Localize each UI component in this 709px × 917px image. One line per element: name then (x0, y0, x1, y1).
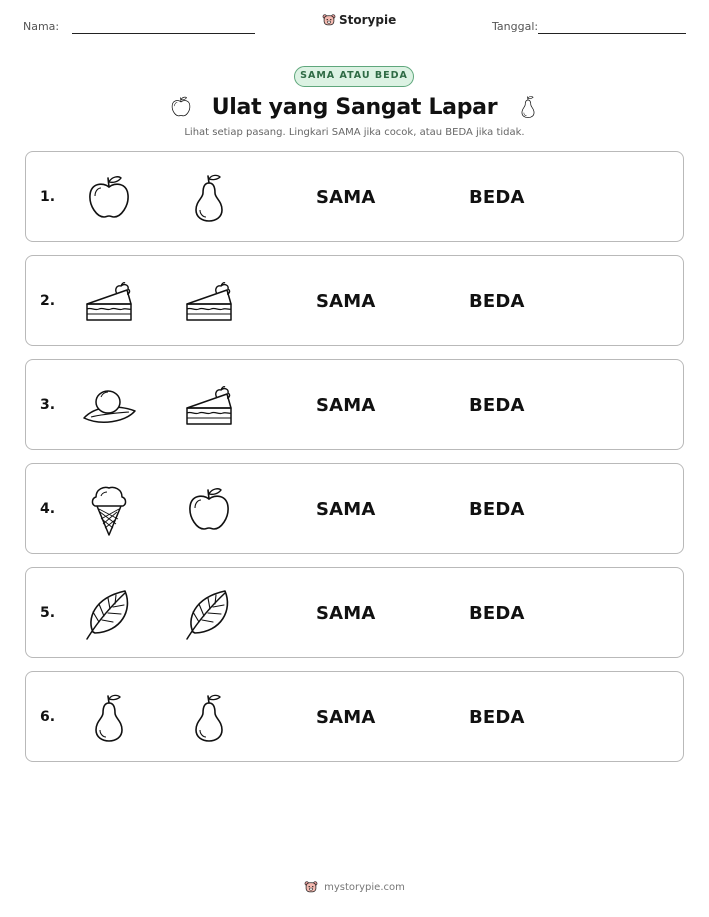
different-choice[interactable]: BEDA (469, 187, 525, 208)
cake-icon (81, 274, 137, 330)
storypie-bear-icon (322, 13, 336, 27)
different-choice[interactable]: BEDA (469, 499, 525, 520)
instructions: Lihat setiap pasang. Lingkari SAMA jika cocok, atau BEDA jika tidak. (184, 127, 525, 138)
question-row (25, 567, 684, 658)
apple-icon (181, 482, 237, 538)
same-choice[interactable]: SAMA (316, 603, 376, 624)
egg-on-leaf-icon (81, 378, 137, 434)
brand-name: Storypie (339, 13, 397, 27)
storypie-bear-icon (304, 880, 318, 894)
date-line[interactable] (538, 33, 686, 34)
date-label: Tanggal: (492, 20, 539, 33)
pear-icon (515, 94, 541, 120)
title-row (0, 90, 709, 124)
apple-icon (81, 170, 137, 226)
same-choice[interactable]: SAMA (316, 395, 376, 416)
worksheet-type-badge: SAMA ATAU BEDA (294, 66, 414, 87)
pear-icon (81, 690, 137, 746)
question-number: 5. (40, 605, 56, 621)
footer-url: mystorypie.com (324, 881, 405, 893)
worksheet-header (0, 0, 709, 50)
pear-icon (181, 170, 237, 226)
cake-icon (181, 274, 237, 330)
question-row (25, 463, 684, 554)
ice-cream-icon (81, 482, 137, 538)
different-choice[interactable]: BEDA (469, 291, 525, 312)
question-number: 6. (40, 709, 56, 725)
page-title: Ulat yang Sangat Lapar (211, 94, 498, 120)
name-label: Nama: (23, 20, 60, 33)
different-choice[interactable]: BEDA (469, 707, 525, 728)
question-row (25, 359, 684, 450)
question-row (25, 151, 684, 242)
leaf-icon (81, 586, 137, 642)
leaf-icon (181, 586, 237, 642)
same-choice[interactable]: SAMA (316, 707, 376, 728)
question-number: 1. (40, 189, 56, 205)
different-choice[interactable]: BEDA (469, 395, 525, 416)
question-row (25, 671, 684, 762)
apple-icon (168, 94, 194, 120)
name-line[interactable] (72, 33, 255, 34)
pear-icon (181, 690, 237, 746)
cake-icon (181, 378, 237, 434)
footer (0, 880, 709, 894)
different-choice[interactable]: BEDA (469, 603, 525, 624)
same-choice[interactable]: SAMA (316, 291, 376, 312)
question-number: 2. (40, 293, 56, 309)
same-choice[interactable]: SAMA (316, 499, 376, 520)
question-number: 3. (40, 397, 56, 413)
same-choice[interactable]: SAMA (316, 187, 376, 208)
question-number: 4. (40, 501, 56, 517)
question-row (25, 255, 684, 346)
brand-logo (322, 13, 396, 27)
